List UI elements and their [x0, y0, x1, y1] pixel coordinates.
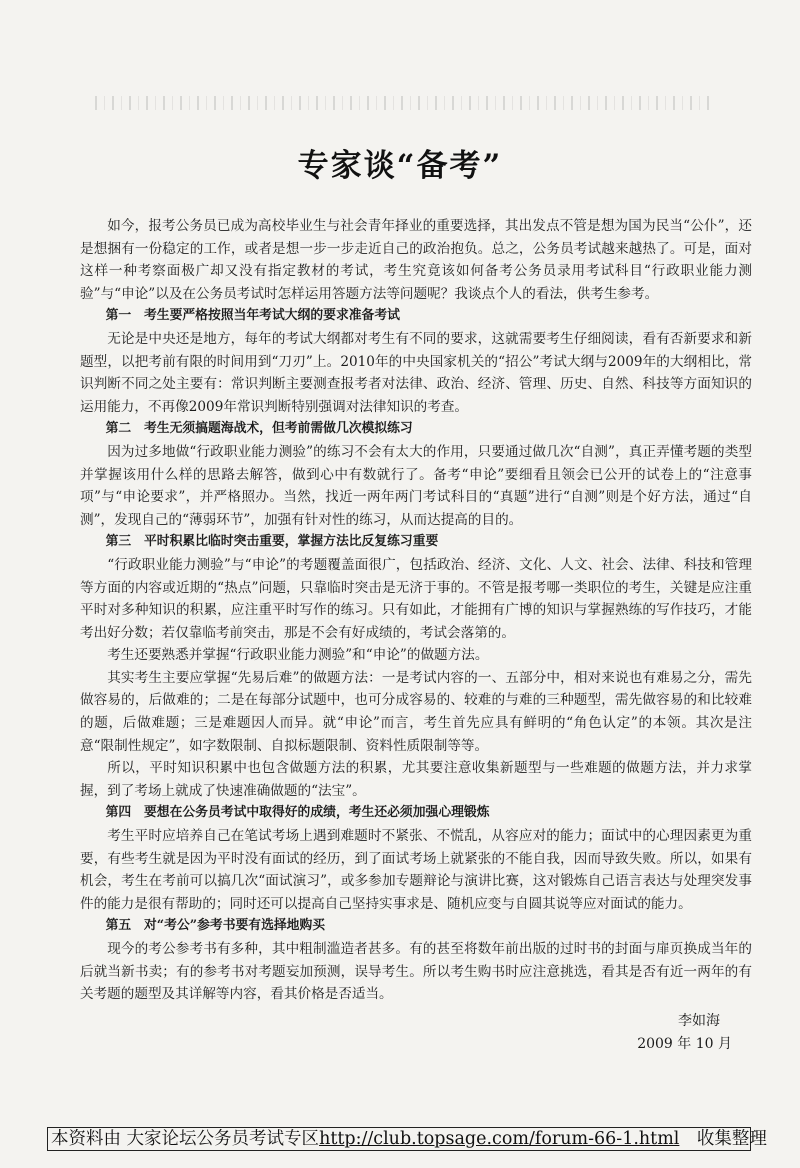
section-heading: 第二 考生无须搞题海战术，但考前需做几次模拟练习	[105, 421, 413, 437]
body-paragraph: 其实考生主要应掌握“先易后难”的做题方法：一是考试内容的一、五部分中，相对来说也有难易之分，需先做容易的，后做难的；二是在每部分试题中，也可分成容易的、较难的与难的三种题型，需先做容易的和比较难的题，后做难题；三是难题因人而异。就“申论”而言，考生首先应具有鲜明的“角色认定”的本领。其次是注意“限制性规定”，如字数限制、自拟标题限制、资料性质限制等等。	[80, 669, 752, 754]
body-paragraph: 现今的考公参考书有多种，其中粗制滥造者甚多。有的甚至将数年前出版的过时书的封面与扉页换成当年的后就当新书卖；有的参考书对考题妄加预测，误导考生。所以考生购书时应注意挑选，看其是否有近一两年的有关考题的题型及其详解等内容，看其价格是否适当。	[80, 941, 752, 1003]
footer-suffix: 收集整理	[679, 1129, 767, 1149]
source-footer	[47, 1127, 767, 1151]
footer-link[interactable]: http://club.topsage.com/forum-66-1.html	[319, 1129, 680, 1149]
footer-prefix: 本资料由 大家论坛公务员考试专区	[51, 1129, 320, 1149]
body-paragraph: 如今，报考公务员已成为高校毕业生与社会青年择业的重要选择，其出发点不管是想为国为民当“公仆”，还是想捆有一份稳定的工作，或者是想一步一步走近自己的政治抱负。总之，公务员考试越来越热了。可是，面对这样一种考察面极广却又没有指定教材的考试，考生究竟该如何备考公务员录用考试科目“行政职业能力测验”与“申论”以及在公务员考试时怎样运用答题方法等问题呢？我谈点个人的看法，供考生参考。	[80, 218, 752, 302]
page-title: 专家谈“备考”	[297, 148, 503, 184]
author-name: 李如海	[678, 1013, 720, 1029]
body-paragraph: 所以，平时知识积累中也包含做题方法的积累，尤其要注意收集新题型与一些难题的做题方法，并力求掌握，到了考场上就成了快速准确做题的“法宝”。	[80, 760, 752, 799]
body-paragraph: 无论是中央还是地方，每年的考试大纲都对考生有不同的要求，这就需要考生仔细阅读，看有否新要求和新题型，以把考前有限的时间用到“刀刃”上。2010年的中央国家机关的“招公”考试大纲与2009年的大纲相比，常识判断不同之处主要有：常识判断主要测查报考者对法律、政治、经济、管理、历史、自然、科技等方面知识的运用能力，不再像2009年常识判断特别强调对法律知识的考查。	[80, 330, 752, 415]
scan-artifact-strip	[95, 96, 715, 110]
body-paragraph: 考生平时应培养自己在笔试考场上遇到难题时不紧张、不慌乱，从容应对的能力；面试中的心理因素更为重要，有些考生就是因为平时没有面试的经历，到了面试考场上就紧张的不能自我，因而导致失败。所以，如果有机会，考生在考前可以搞几次“面试演习”，或多参加专题辩论与演讲比赛，这对锻炼自己语言表达与处理突发事件的能力是很有帮助的；同时还可以提高自己坚持实事求是、随机应变与自圆其说等应对面试的能力。	[80, 828, 752, 912]
publication-date: 2009 年 10 月	[637, 1036, 732, 1052]
body-paragraph: 考生还要熟悉并掌握“行政职业能力测验”和“申论”的做题方法。	[107, 647, 489, 664]
section-heading: 第五 对“考公”参考书要有选择地购买	[105, 918, 326, 934]
section-heading: 第一 考生要严格按照当年考试大纲的要求准备考试	[105, 308, 400, 324]
section-heading: 第三 平时积累比临时突击重要，掌握方法比反复练习重要	[105, 534, 439, 550]
body-paragraph: “行政职业能力测验”与“申论”的考题覆盖面很广，包括政治、经济、文化、人文、社会、法律、科技和管理等方面的内容或近期的“热点”问题，只靠临时突击是无济于事的。不管是报考哪一类职位的考生，关键是应注重平时对多种知识的积累，应注重平时写作的练习。只有如此，才能拥有广博的知识与掌握熟练的写作技巧，才能考出好分数；若仅靠临考前突击，那是不会有好成绩的，考试会落第的。	[80, 556, 752, 641]
article-body	[80, 215, 752, 1006]
signature-block	[637, 1010, 732, 1056]
section-heading: 第四 要想在公务员考试中取得好的成绩，考生还必须加强心理锻炼	[105, 805, 490, 821]
body-paragraph: 因为过多地做“行政职业能力测验”的练习不会有太大的作用，只要通过做几次“自测”，真正弄懂考题的类型并掌握该用什么样的思路去解答，做到心中有数就行了。备考“申论”要细看且领会已公开的试卷上的“注意事项”与“申论要求”，并严格照办。当然，找近一两年两门考试科目的“真题”进行“自测”则是个好方法，通过“自测”，发现自己的“薄弱环节”，加强有针对性的练习，从而达提高的目的。	[80, 443, 752, 528]
